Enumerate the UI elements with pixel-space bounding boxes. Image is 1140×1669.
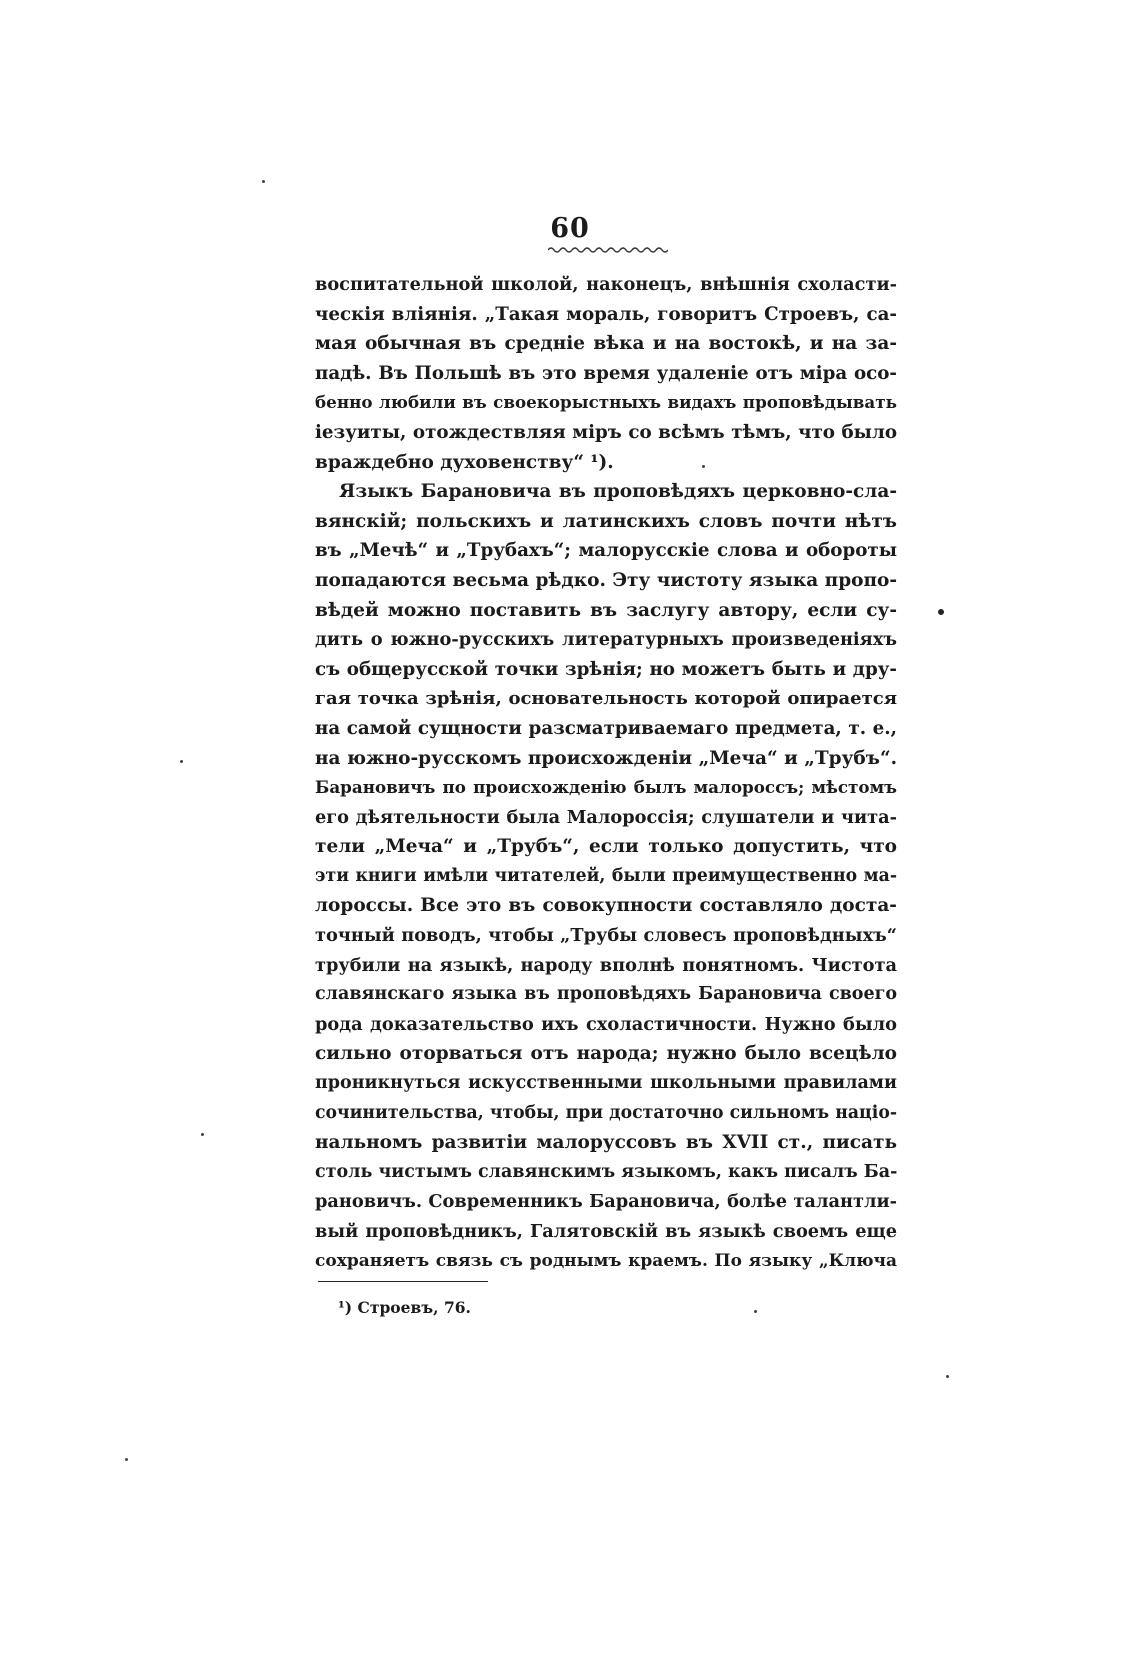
scan-speck (180, 760, 183, 763)
text-line: на самой сущности разсматриваемаго предмета, т. е., (315, 717, 897, 739)
text-line: сочинительства, чтобы, при достаточно сильномъ націо- (315, 1102, 897, 1123)
text-line: гая точка зрѣнія, основательность которой опирается (315, 688, 897, 710)
text-line: съ общерусской точки зрѣнія; но можетъ быть и дру- (315, 658, 897, 680)
text-line: ческія вліянія. „Такая мораль, говоритъ Строевъ, са- (315, 303, 897, 325)
text-line: проникнуться искусственными школьными правилами (315, 1073, 897, 1094)
text-line: эти книги имѣли читателей, были преимущественно ма- (315, 865, 897, 886)
text-line: на южно-русскомъ происхожденіи „Меча“ и „Трубъ“. (315, 747, 898, 769)
text-line: вянскій; польскихъ и латинскихъ словъ почти нѣтъ (315, 510, 897, 532)
text-line: въ „Мечѣ“ и „Трубахъ“; малорусскіе слова и обороты (315, 540, 897, 562)
text-line: бенно любили въ своекорыстныхъ видахъ проповѣдывать (315, 392, 897, 413)
text-line: тели „Меча“ и „Трубъ“, если только допустить, что (315, 836, 897, 858)
text-line: точный поводъ, чтобы „Трубы словесъ проповѣдныхъ“ (315, 925, 897, 947)
text-line: сильно оторваться отъ народа; нужно было всецѣло (315, 1043, 897, 1065)
text-line: вый проповѣдникъ, Галятовскій въ языкѣ своемъ еще (315, 1221, 897, 1242)
text-line: трубили на языкѣ, народу вполнѣ понятномъ. Чистота (315, 954, 897, 976)
text-line: Барановичъ по происхожденію былъ малороссъ; мѣстомъ (315, 777, 897, 798)
footnote: ¹) Строевъ, 76. (338, 1298, 471, 1317)
text-line: враждебно духовенству“ ¹). (315, 451, 614, 473)
text-line: Языкъ Барановича въ проповѣдяхъ церковно-сла- (339, 481, 897, 503)
text-line: попадаются весьма рѣдко. Эту чистоту языка пропо- (315, 569, 898, 591)
text-line: мая обычная въ средніе вѣка и на востокѣ, и на за- (315, 333, 897, 355)
scan-speck (262, 180, 265, 183)
body-text (315, 270, 897, 1276)
text-line: сохраняетъ связь съ роднымъ краемъ. По языку „Ключа (315, 1250, 897, 1271)
text-line: славянскаго языка въ проповѣдяхъ Барановича своего (315, 984, 897, 1005)
scan-speck (201, 1133, 204, 1136)
text-line: рановичъ. Современникъ Барановича, болѣе талантли- (315, 1191, 897, 1213)
scan-speck (946, 1375, 949, 1378)
text-line: вѣдей можно поставить въ заслугу автору, если су- (315, 599, 897, 621)
scan-speck (702, 465, 705, 468)
text-line: дить о южно-русскихъ литературныхъ произведеніяхъ (315, 629, 897, 651)
text-line: воспитательной школой, наконецъ, внѣшнія схоласти- (315, 274, 897, 295)
text-line: рода доказательство ихъ схоластичности. Нужно было (315, 1013, 897, 1035)
page-number-ornament (548, 244, 668, 256)
text-line: лороссы. Все это въ совокупности составляло доста- (315, 895, 897, 917)
text-line: столь чистымъ славянскимъ языкомъ, какъ писалъ Ба- (315, 1161, 898, 1182)
scan-speck (125, 1458, 128, 1461)
text-line: нальномъ развитіи малоруссовъ въ XVII ст., писать (315, 1132, 897, 1154)
scan-speck (754, 1310, 757, 1313)
page-number: 60 (550, 213, 590, 244)
text-line: іезуиты, отождествляя міръ со всѣмъ тѣмъ, что было (315, 421, 897, 443)
scan-speck (938, 609, 944, 615)
footnote-rule (318, 1281, 488, 1282)
text-line: его дѣятельности была Малороссія; слушатели и чита- (315, 806, 897, 828)
text-line: падѣ. Въ Польшѣ въ это время удаленіе отъ міра осо- (315, 362, 897, 384)
